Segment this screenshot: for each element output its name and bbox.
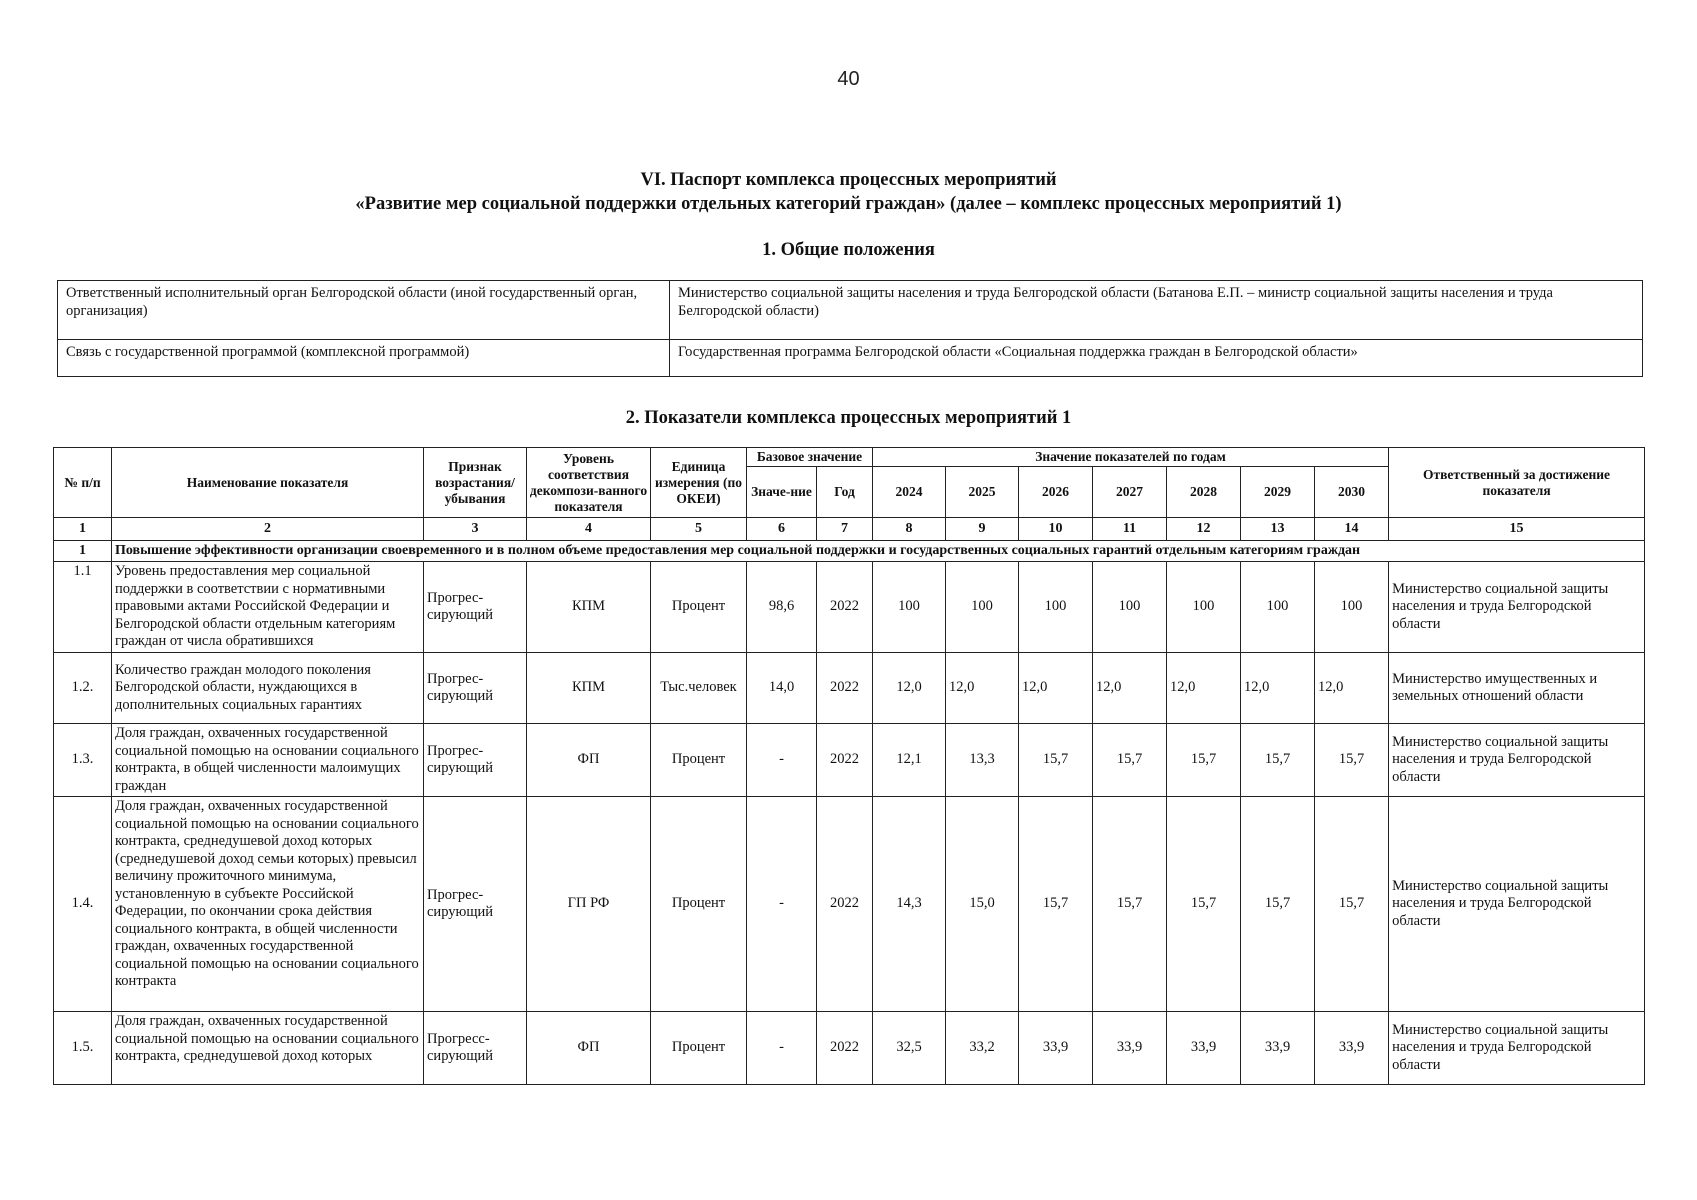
year-value: 12,0 — [1093, 653, 1167, 724]
year-value: 15,7 — [1241, 797, 1315, 1012]
year-value: 100 — [946, 562, 1019, 653]
year-value: 15,7 — [1093, 797, 1167, 1012]
column-number: 9 — [946, 518, 1019, 541]
base-value: - — [747, 724, 817, 797]
indicator-sign: Прогрес-сирующий — [424, 724, 527, 797]
section-1-heading: 1. Общие положения — [762, 240, 935, 260]
indicator-name: Количество граждан молодого поколения Белгородской области, нуждающихся в дополнительных социальных гарантиях — [112, 653, 424, 724]
indicators-table — [53, 447, 1645, 1085]
year-value: 12,0 — [1167, 653, 1241, 724]
column-number: 8 — [873, 518, 946, 541]
responsible: Министерство социальной защиты населения и труда Белгородской области — [1389, 797, 1645, 1012]
indicator-sign: Прогрес-сирующий — [424, 797, 527, 1012]
indicator-sign: Прогресс-сирующий — [424, 1012, 527, 1085]
column-number: 6 — [747, 518, 817, 541]
responsible: Министерство социальной защиты населения и труда Белгородской области — [1389, 562, 1645, 653]
base-year: 2022 — [817, 1012, 873, 1085]
indicator-unit: Тыс.человек — [651, 653, 747, 724]
table-row — [54, 1012, 1645, 1085]
year-value: 15,7 — [1093, 724, 1167, 797]
column-number: 2 — [112, 518, 424, 541]
year-value: 12,0 — [873, 653, 946, 724]
row-num: 1.4. — [54, 797, 112, 1012]
year-value: 15,7 — [1167, 724, 1241, 797]
year-value: 33,9 — [1241, 1012, 1315, 1085]
indicator-level: ФП — [527, 1012, 651, 1085]
base-year: 2022 — [817, 724, 873, 797]
column-number: 7 — [817, 518, 873, 541]
year-value: 15,7 — [1241, 724, 1315, 797]
title-line-2: «Развитие мер социальной поддержки отдельных категорий граждан» (далее – комплекс процессных мероприятий 1) — [355, 194, 1342, 214]
year-value: 15,7 — [1019, 724, 1093, 797]
table-row — [54, 653, 1645, 724]
base-value: - — [747, 1012, 817, 1085]
header-base-year: Год — [817, 467, 873, 518]
header-sign: Признак возрастания/ убывания — [424, 448, 527, 518]
table-row — [54, 724, 1645, 797]
column-number: 1 — [54, 518, 112, 541]
year-value: 100 — [1315, 562, 1389, 653]
year-value: 15,0 — [946, 797, 1019, 1012]
column-number: 15 — [1389, 518, 1645, 541]
indicator-level: КПМ — [527, 562, 651, 653]
year-value: 100 — [1093, 562, 1167, 653]
general-value: Министерство социальной защиты населения и труда Белгородской области (Батанова Е.П. – министр социальной защиты населения и труда Белгородской области) — [670, 281, 1643, 340]
base-year: 2022 — [817, 653, 873, 724]
general-provisions-table — [57, 280, 1643, 377]
table-row — [58, 281, 1643, 340]
header-base-value: Значе-ние — [747, 467, 817, 518]
base-value: 14,0 — [747, 653, 817, 724]
row-num: 1.3. — [54, 724, 112, 797]
indicator-level: ФП — [527, 724, 651, 797]
year-value: 100 — [1241, 562, 1315, 653]
base-year: 2022 — [817, 797, 873, 1012]
column-number: 11 — [1093, 518, 1167, 541]
year-value: 12,1 — [873, 724, 946, 797]
header-unit: Единица измерения (по ОКЕИ) — [651, 448, 747, 518]
group-row — [54, 541, 1645, 562]
header-name: Наименование показателя — [112, 448, 424, 518]
indicator-sign: Прогрес-сирующий — [424, 562, 527, 653]
year-value: 33,9 — [1167, 1012, 1241, 1085]
indicator-name: Уровень предоставления мер социальной поддержки в соответствии с нормативными правовыми актами Российской Федерации и Белгородской области отдельным категориям граждан от числа обратившихся — [112, 562, 424, 653]
year-value: 32,5 — [873, 1012, 946, 1085]
group-title: Повышение эффективности организации своевременного и в полном объеме предоставления мер социальной поддержки и государственных социальных гарантий отдельным категориям граждан — [112, 541, 1645, 562]
year-value: 12,0 — [1019, 653, 1093, 724]
year-value: 12,0 — [946, 653, 1019, 724]
responsible: Министерство социальной защиты населения и труда Белгородской области — [1389, 1012, 1645, 1085]
year-value: 13,3 — [946, 724, 1019, 797]
group-num: 1 — [54, 541, 112, 562]
column-number: 12 — [1167, 518, 1241, 541]
header-year: 2026 — [1019, 467, 1093, 518]
column-number: 4 — [527, 518, 651, 541]
header-level: Уровень соответствия декомпози-ванного показателя — [527, 448, 651, 518]
responsible: Министерство имущественных и земельных отношений области — [1389, 653, 1645, 724]
year-value: 12,0 — [1241, 653, 1315, 724]
header-year: 2024 — [873, 467, 946, 518]
indicator-level: ГП РФ — [527, 797, 651, 1012]
year-value: 100 — [1167, 562, 1241, 653]
column-number: 3 — [424, 518, 527, 541]
year-value: 15,7 — [1167, 797, 1241, 1012]
header-by-years: Значение показателей по годам — [873, 448, 1389, 467]
indicator-unit: Процент — [651, 724, 747, 797]
year-value: 33,9 — [1019, 1012, 1093, 1085]
indicator-name: Доля граждан, охваченных государственной социальной помощью на основании социального контракта, в общей численности малоимущих граждан — [112, 724, 424, 797]
year-value: 33,2 — [946, 1012, 1019, 1085]
year-value: 12,0 — [1315, 653, 1389, 724]
indicator-unit: Процент — [651, 562, 747, 653]
header-num: № п/п — [54, 448, 112, 518]
base-value: - — [747, 797, 817, 1012]
header-year: 2027 — [1093, 467, 1167, 518]
indicator-level: КПМ — [527, 653, 651, 724]
year-value: 33,9 — [1093, 1012, 1167, 1085]
document-title — [0, 168, 1697, 216]
column-number: 5 — [651, 518, 747, 541]
year-value: 15,7 — [1019, 797, 1093, 1012]
responsible: Министерство социальной защиты населения и труда Белгородской области — [1389, 724, 1645, 797]
base-value: 98,6 — [747, 562, 817, 653]
year-value: 100 — [1019, 562, 1093, 653]
general-label: Связь с государственной программой (комплексной программой) — [58, 340, 670, 377]
header-year: 2028 — [1167, 467, 1241, 518]
table-row — [58, 340, 1643, 377]
column-number: 13 — [1241, 518, 1315, 541]
year-value: 33,9 — [1315, 1012, 1389, 1085]
year-value: 15,7 — [1315, 797, 1389, 1012]
indicator-name: Доля граждан, охваченных государственной социальной помощью на основании социального контракта, среднедушевой доход которых (среднедушевой доход семьи которых) превысил величину прожиточного минимума, установленную в субъекте Российской Федерации, по окончании срока действия социального контракта, в общей численности граждан, охваченных государственной социальной помощью на основании социального контракта — [112, 797, 424, 1012]
indicator-unit: Процент — [651, 1012, 747, 1085]
page-number: 40 — [837, 68, 860, 90]
table-row — [54, 797, 1645, 1012]
column-number-row — [54, 518, 1645, 541]
header-responsible: Ответственный за достижение показателя — [1389, 448, 1645, 518]
row-num: 1.2. — [54, 653, 112, 724]
table-row — [54, 562, 1645, 653]
section-2-heading: 2. Показатели комплекса процессных мероприятий 1 — [625, 408, 1072, 428]
title-line-1: VI. Паспорт комплекса процессных мероприятий — [640, 170, 1057, 190]
year-value: 14,3 — [873, 797, 946, 1012]
header-base: Базовое значение — [747, 448, 873, 467]
base-year: 2022 — [817, 562, 873, 653]
general-label: Ответственный исполнительный орган Белгородской области (иной государственный орган, организация) — [58, 281, 670, 340]
header-year: 2029 — [1241, 467, 1315, 518]
year-value: 100 — [873, 562, 946, 653]
header-year: 2030 — [1315, 467, 1389, 518]
header-row — [54, 448, 1645, 467]
row-num: 1.5. — [54, 1012, 112, 1085]
column-number: 10 — [1019, 518, 1093, 541]
indicator-name: Доля граждан, охваченных государственной социальной помощью на основании социального контракта, среднедушевой доход которых — [112, 1012, 424, 1085]
column-number: 14 — [1315, 518, 1389, 541]
indicator-sign: Прогрес-сирующий — [424, 653, 527, 724]
header-year: 2025 — [946, 467, 1019, 518]
row-num: 1.1 — [54, 562, 112, 653]
general-value: Государственная программа Белгородской области «Социальная поддержка граждан в Белгородской области» — [670, 340, 1643, 377]
indicator-unit: Процент — [651, 797, 747, 1012]
year-value: 15,7 — [1315, 724, 1389, 797]
